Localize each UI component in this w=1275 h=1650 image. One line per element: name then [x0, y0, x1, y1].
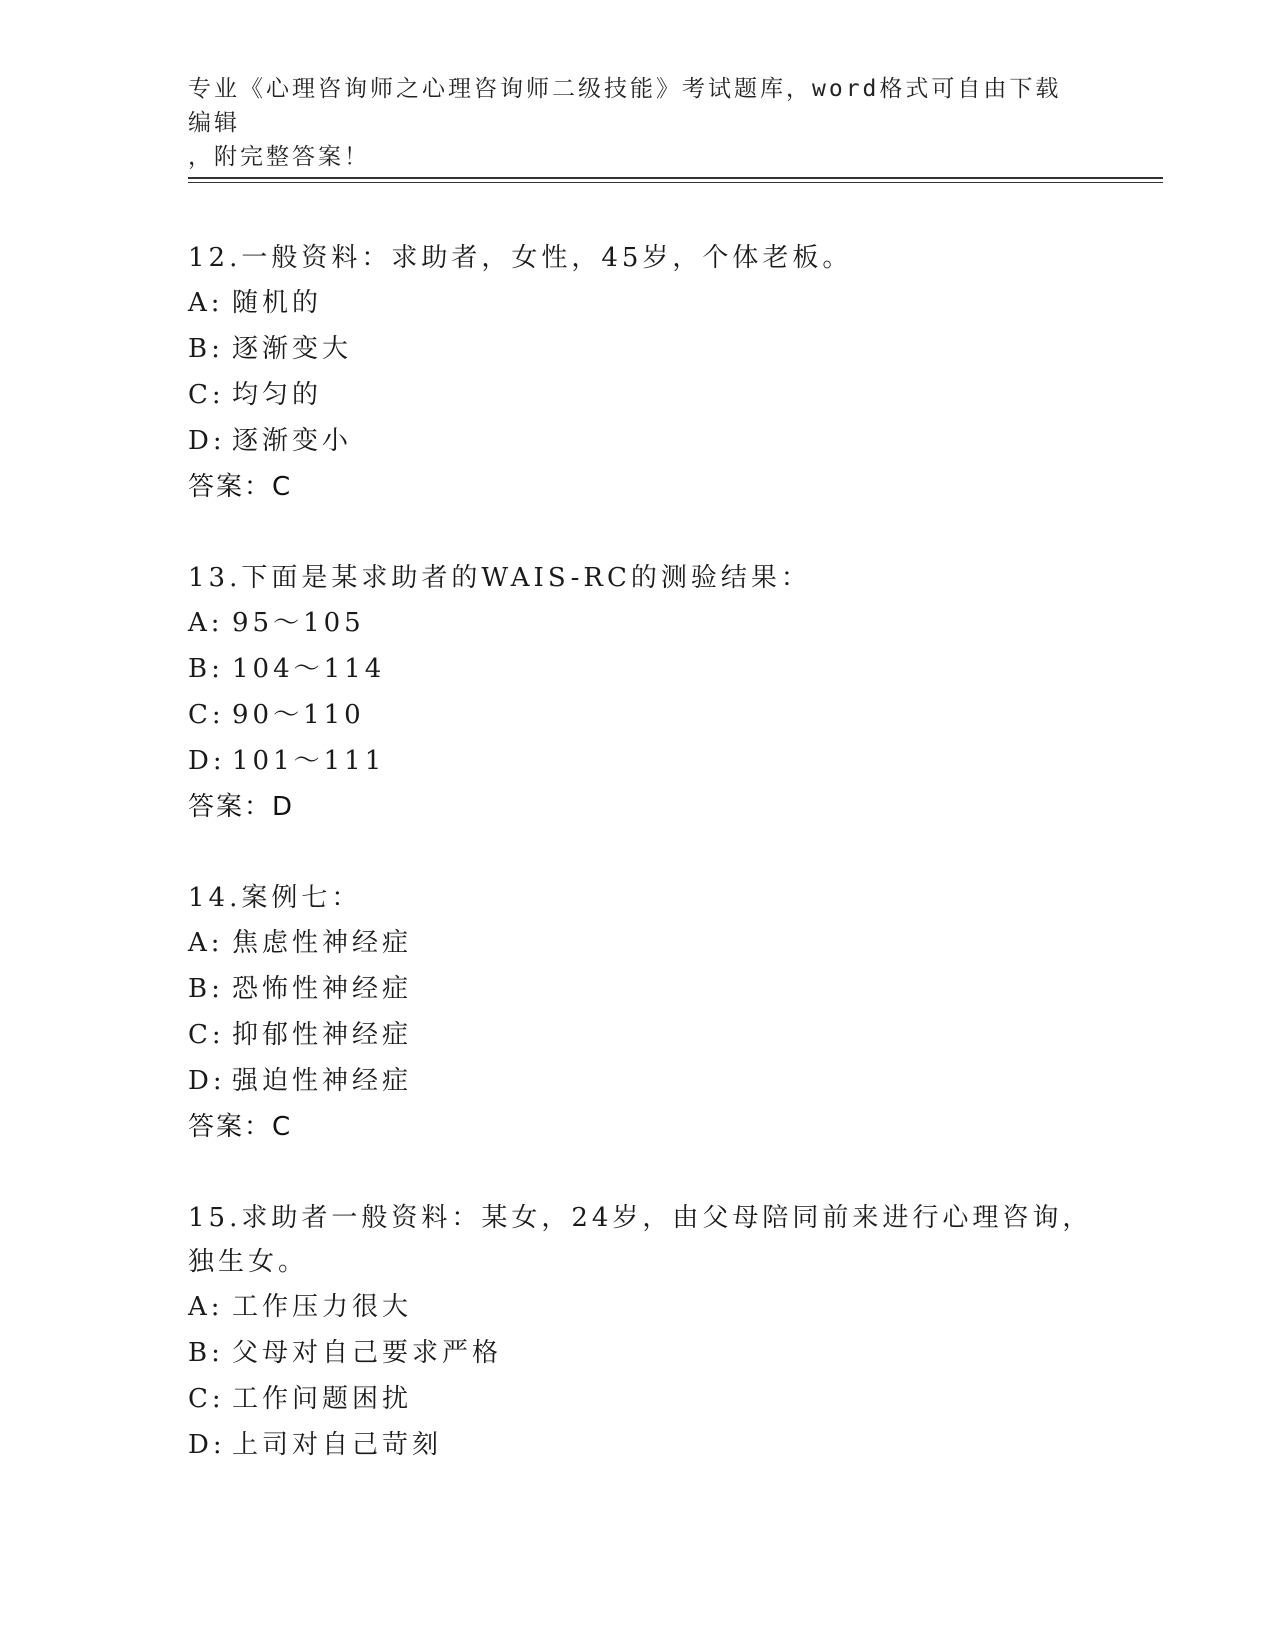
- option-a: [188, 1284, 1118, 1330]
- option-text: 抑郁性神经症: [232, 1020, 413, 1050]
- option-key: B:: [188, 334, 224, 364]
- document-header: [188, 72, 1068, 174]
- option-c: [188, 692, 1118, 738]
- option-key: B:: [188, 1338, 224, 1368]
- option-key: C:: [188, 1384, 225, 1414]
- option-c: [188, 372, 1118, 418]
- option-key: A:: [188, 608, 224, 638]
- question-stem: 13.下面是某求助者的WAIS-RC的测验结果：: [188, 563, 811, 593]
- option-key: B:: [188, 654, 224, 684]
- header-divider-top: [188, 177, 1163, 179]
- option-key: D:: [188, 426, 226, 456]
- answer-line: 答案：C: [188, 1112, 293, 1142]
- option-text: 上司对自己苛刻: [232, 1430, 443, 1460]
- option-text: 90～110: [232, 700, 365, 730]
- option-key: A:: [188, 1292, 224, 1322]
- option-d: [188, 1058, 1118, 1104]
- question-stem: 12.一般资料：求助者，女性，45岁，个体老板。: [188, 243, 853, 273]
- option-c: [188, 1012, 1118, 1058]
- option-key: C:: [188, 1020, 225, 1050]
- option-text: 工作压力很大: [232, 1292, 413, 1322]
- option-key: C:: [188, 700, 225, 730]
- option-a: [188, 600, 1118, 646]
- option-b: [188, 1330, 1118, 1376]
- question-15: [188, 1196, 1118, 1468]
- question-14: [188, 876, 1118, 1150]
- answer-line: 答案：C: [188, 472, 293, 502]
- option-a: [188, 280, 1118, 326]
- option-key: A:: [188, 288, 224, 318]
- option-text: 逐渐变小: [232, 426, 353, 456]
- option-text: 恐怖性神经症: [232, 974, 413, 1004]
- option-b: [188, 966, 1118, 1012]
- option-text: 104～114: [232, 654, 386, 684]
- option-key: A:: [188, 928, 224, 958]
- option-text: 父母对自己要求严格: [232, 1338, 503, 1368]
- option-d: [188, 418, 1118, 464]
- option-key: B:: [188, 974, 224, 1004]
- question-stem: 14.案例七：: [188, 883, 362, 913]
- option-a: [188, 920, 1118, 966]
- option-key: D:: [188, 1066, 226, 1096]
- option-c: [188, 1376, 1118, 1422]
- answer-line: 答案：D: [188, 792, 295, 822]
- header-line-1: 专业《心理咨询师之心理咨询师二级技能》考试题库，word格式可自由下载编辑: [188, 76, 1062, 136]
- option-text: 随机的: [232, 288, 323, 318]
- option-b: [188, 646, 1118, 692]
- option-key: D:: [188, 1430, 226, 1460]
- option-text: 工作问题困扰: [232, 1384, 413, 1414]
- question-12: [188, 236, 1118, 510]
- option-key: D:: [188, 746, 226, 776]
- option-text: 95～105: [232, 608, 365, 638]
- question-list: [188, 236, 1118, 1514]
- question-stem: 15.求助者一般资料：某女，24岁，由父母陪同前来进行心理咨询，独生女。: [188, 1203, 1093, 1277]
- option-d: [188, 738, 1118, 784]
- option-text: 逐渐变大: [232, 334, 353, 364]
- option-b: [188, 326, 1118, 372]
- header-divider-bottom: [188, 182, 1163, 183]
- option-text: 焦虑性神经症: [232, 928, 413, 958]
- question-13: [188, 556, 1118, 830]
- option-d: [188, 1422, 1118, 1468]
- option-text: 强迫性神经症: [232, 1066, 413, 1096]
- option-text: 101～111: [232, 746, 386, 776]
- header-line-2: ，附完整答案！: [188, 144, 370, 170]
- option-key: C:: [188, 380, 225, 410]
- option-text: 均匀的: [232, 380, 323, 410]
